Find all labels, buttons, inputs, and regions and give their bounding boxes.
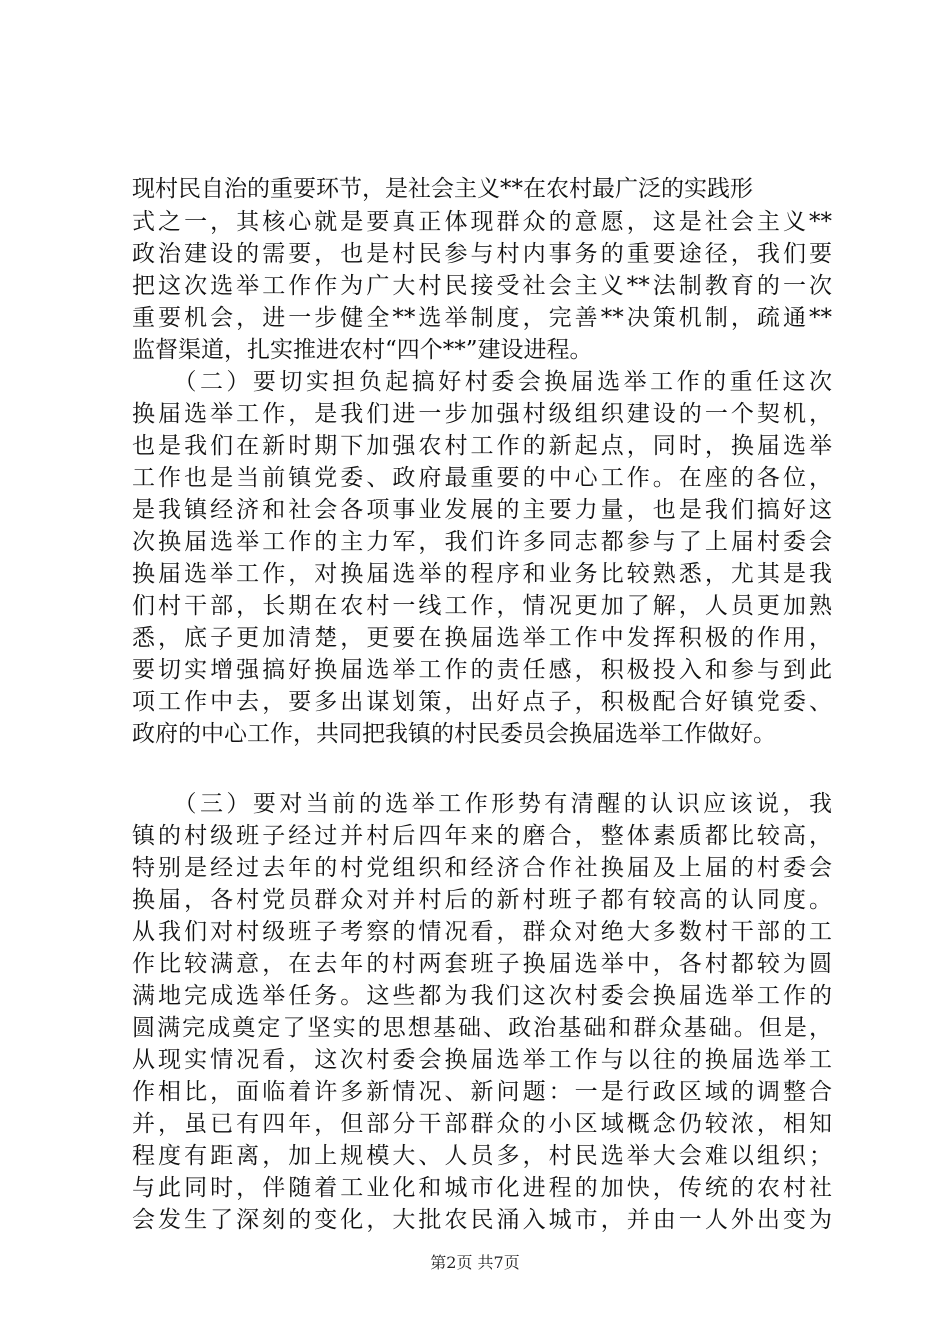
text-line: 式之一，其核心就是要真正体现群众的意愿，这是社会主义**: [132, 209, 832, 235]
text-line: 次换届选举工作的主力军，我们许多同志都参与了上届村委会: [132, 529, 832, 555]
text-line: 换届选举工作，对换届选举的程序和业务比较熟悉，尤其是我: [132, 561, 832, 587]
text-line: 把这次选举工作作为广大村民接受社会主义**法制教育的一次: [132, 273, 832, 299]
text-line: 监督渠道，扎实推进农村“四个**”建设进程。: [132, 337, 593, 363]
text-line: 要切实增强搞好换届选举工作的责任感，积极投入和参与到此: [132, 657, 832, 683]
text-line: 作相比，面临着许多新情况、新问题：一是行政区域的调整合: [132, 1079, 832, 1105]
text-line: 圆满完成奠定了坚实的思想基础、政治基础和群众基础。但是，: [132, 1015, 832, 1041]
text-line: 与此同时，伴随着工业化和城市化进程的加快，传统的农村社: [132, 1175, 832, 1201]
text-line: 项工作中去，要多出谋划策，出好点子，积极配合好镇党委、: [132, 689, 832, 715]
text-line: 政治建设的需要，也是村民参与村内事务的重要途径，我们要: [132, 241, 832, 267]
text-line: 工作也是当前镇党委、政府最重要的中心工作。在座的各位，: [132, 465, 832, 491]
text-line: 镇的村级班子经过并村后四年来的磨合，整体素质都比较高，: [132, 823, 832, 849]
text-line: （二）要切实担负起搞好村委会换届选举工作的重任这次: [132, 369, 832, 395]
text-line: 满地完成选举任务。这些都为我们这次村委会换届选举工作的: [132, 983, 832, 1009]
text-line: 现村民自治的重要环节，是社会主义**在农村最广泛的实践形: [132, 176, 753, 202]
text-line: 特别是经过去年的村党组织和经济合作社换届及上届的村委会: [132, 855, 832, 881]
text-line: 悉，底子更加清楚，更要在换届选举工作中发挥积极的作用，: [132, 625, 832, 651]
text-line: 们村干部，长期在农村一线工作，情况更加了解，人员更加熟: [132, 593, 832, 619]
page-number: 第2页 共7页: [430, 1253, 520, 1272]
text-line: 政府的中心工作，共同把我镇的村民委员会换届选举工作做好。: [132, 721, 776, 747]
text-line: 是我镇经济和社会各项事业发展的主要力量，也是我们搞好这: [132, 497, 832, 523]
text-line: 作比较满意，在去年的村两套班子换届选举中，各村都较为圆: [132, 951, 832, 977]
text-line: 程度有距离，加上规模大、人员多，村民选举大会难以组织；: [132, 1143, 832, 1169]
text-line: 换届，各村党员群众对并村后的新村班子都有较高的认同度。: [132, 887, 832, 913]
text-line: 从现实情况看，这次村委会换届选举工作与以往的换届选举工: [132, 1047, 832, 1073]
text-line: 并，虽已有四年，但部分干部群众的小区域概念仍较浓，相知: [132, 1111, 832, 1137]
text-line: 从我们对村级班子考察的情况看，群众对绝大多数村干部的工: [132, 919, 832, 945]
text-line: 换届选举工作，是我们进一步加强村级组织建设的一个契机，: [132, 401, 832, 427]
text-line: 也是我们在新时期下加强农村工作的新起点，同时，换届选举: [132, 433, 832, 459]
text-line: 重要机会，进一步健全**选举制度，完善**决策机制，疏通**: [132, 305, 832, 331]
text-line: （三）要对当前的选举工作形势有清醒的认识应该说，我: [132, 791, 832, 817]
text-line: 会发生了深刻的变化，大批农民涌入城市，并由一人外出变为: [132, 1207, 832, 1233]
